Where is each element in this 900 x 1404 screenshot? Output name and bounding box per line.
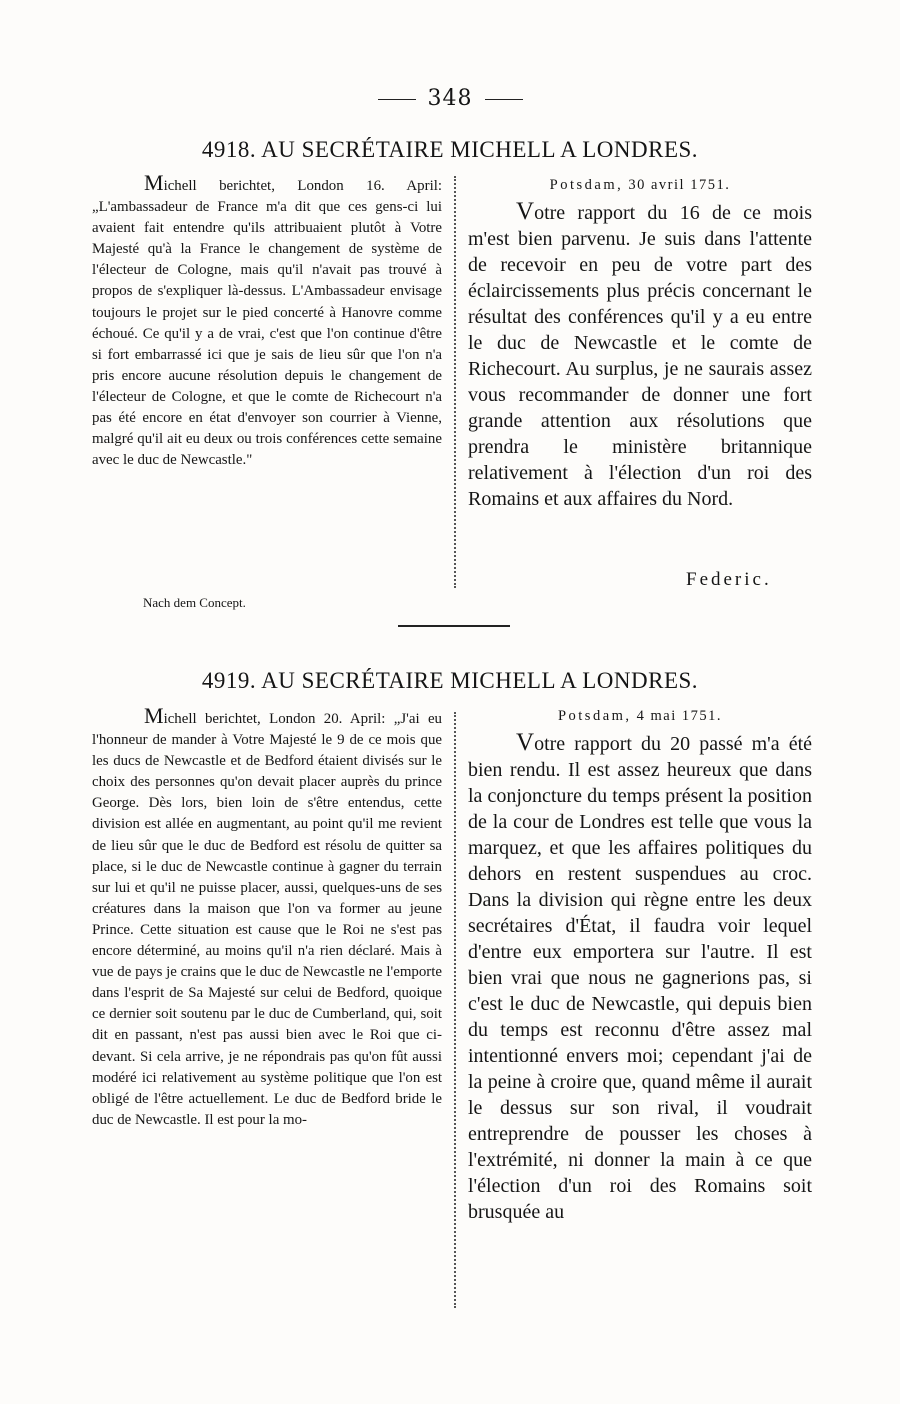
- summary-dropcap: M: [144, 170, 164, 195]
- letter-title-4918: 4918. AU SECRÉTAIRE MICHELL A LONDRES.: [201, 137, 699, 162]
- dateline: Potsdam, 4 mai 1751.: [557, 708, 723, 724]
- summary-text: ichell berichtet, London 20. April: „J'ai eu l'honneur de mander à Votre Majesté le 9 de ce mois que les ducs de Newcastle et de Bedford étaient divisés sur le choix des personnes qu'on devait placer auprès du prince George. Dès lors, bien loin de s'être entendus, cette division est allée en augmentant, au point qu'il me revient de lieu sûr que le duc de Bedford est résolu de quitter sa place, si le duc de Newcastle continue à gagner du terrain sur lui et qu'il ne puisse placer, aussi, quelques-uns de ses créatures dans la maison que l'on va former au jeune Prince. Cette situation est cause que le Roi ne s'est pas encore déterminé, au moins qu'il n'a rien déclaré. Mais à vue de pays je crains que le duc de Newcastle ne l'emporte dans l'esprit de Sa Majesté sur celui de Bedford, quoique ce dernier soit soutenu par le duc de Cumberland, qui, soit dit en passant, n'est pas aussi bien avec le Roi que ci-devant. Si cela arrive, je ne répondrais pas qu'on fût aussi modéré ici relativement au système politique que l'on est obligé de l'être actuellement. Le duc de Bedford bride le duc de Newcastle. Il est pour la mo-: [92, 711, 442, 1128]
- body-text: otre rapport du 20 passé m'a été bien rendu. Il est assez heureux que dans la conjoncture du temps présent la position de la cour de Londres est telle que vous la marquez, et que les affaires politiques du dehors en restent suspendues au croc. Dans la division qui règne entre les deux secrétaires d'État, il faudra voir lequel d'entre eux emportera sur l'autre. Il est bien vrai que nous ne gagnerions pas, si c'est le duc de Newcastle, qui depuis bien du temps est reconnu d'être assez mal intentionné envers moi; cependant j'ai de la peine à croire que, quand même il aurait le dessus sur son rival, il voudrait entreprendre de pousser les choses à l'extrémité, ni donner la main à ce que l'élection d'un roi des Romains soit brusquée au: [468, 733, 812, 1223]
- dateline: Potsdam, 30 avril 1751.: [549, 177, 731, 193]
- column-divider-4918: [454, 176, 456, 588]
- section-rule: [398, 625, 510, 627]
- header-dash-left: [378, 99, 416, 100]
- page-header: [0, 86, 900, 111]
- body-dropcap: V: [516, 729, 535, 756]
- reply-4919: [468, 706, 812, 1225]
- summary-4919: [92, 705, 442, 1131]
- reply-4918: [468, 175, 812, 512]
- signature: Federic.: [686, 569, 772, 590]
- summary-4918: [92, 172, 442, 471]
- summary-dropcap: M: [144, 703, 164, 728]
- column-divider-4919: [454, 712, 456, 1308]
- letter-title-4919: 4919. AU SECRÉTAIRE MICHELL A LONDRES.: [201, 668, 699, 693]
- body-dropcap: V: [516, 198, 535, 225]
- source-note: Nach dem Concept.: [143, 595, 246, 610]
- header-dash-right: [485, 99, 523, 100]
- page-number: 348: [427, 86, 473, 111]
- body-text: otre rapport du 16 de ce mois m'est bien parvenu. Je suis dans l'attente de recevoir en peu de votre part des éclaircissements plus précis concernant le résultat des conférences qu'il y a eu entre le duc de Newcastle et le comte de Richecourt. Au surplus, je ne saurais assez vous recommander de donner une fort grande attention aux résolutions que prendra le ministère britannique relativement à l'élection d'un roi des Romains et aux affaires du Nord.: [468, 202, 812, 510]
- summary-text: ichell berichtet, London 16. April: „L'ambassadeur de France m'a dit que ces gens-ci lui avaient fait entendre qu'ils attribuaient plutôt à Votre Majesté qu'à la France le changement de système de l'électeur de Cologne, mais qu'il n'avait pas trouvé à propos de s'expliquer là-dessus. L'Ambassadeur envisage toujours le projet sur le pied concerté à Hanovre comme échoué. Ce qu'il y a de vrai, c'est que l'on continue d'être si fort embarrassé ici que je sais de lieu sûr que l'on n'a pris encore aucune résolution depuis le changement de l'électeur de Cologne, et que le comte de Richecourt n'a pas été encore en état d'envoyer son courrier à Vienne, malgré qu'il ait eu deux ou trois conférences cette semaine avec le duc de Newcastle.": [92, 178, 442, 469]
